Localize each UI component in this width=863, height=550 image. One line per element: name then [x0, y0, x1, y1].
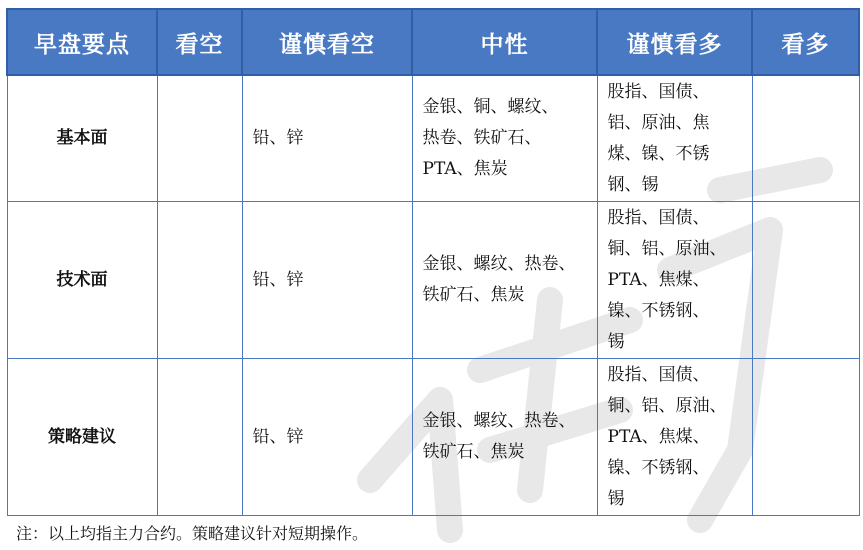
- bearish-cell: [157, 359, 242, 516]
- header-cell: 谨慎看空: [242, 9, 412, 75]
- table-row: [7, 359, 859, 516]
- header-cell: 看空: [157, 9, 242, 75]
- cautious-bearish-cell: 铅、锌: [242, 75, 412, 202]
- bullish-cell: [752, 359, 859, 516]
- cell-line: 股指、国债、: [607, 364, 710, 385]
- cell-line: 铜、铝、原油、: [607, 395, 727, 416]
- cell-line: 锡: [607, 488, 625, 509]
- cell-line: 煤、镍、不锈: [607, 143, 710, 164]
- cell-line: PTA、焦煤、: [607, 426, 710, 447]
- bearish-cell: [157, 75, 242, 202]
- cell-line: 镍、不锈钢、: [607, 457, 710, 478]
- cell-line: 金银、螺纹、热卷、: [422, 254, 576, 274]
- cell-line: 热卷、铁矿石、: [422, 128, 542, 148]
- cell-line: 镍、不锈钢、: [607, 300, 710, 321]
- cautious-bullish-cell: [597, 202, 752, 359]
- cell-line: 钢、锡: [607, 174, 659, 195]
- cell-line: 股指、国债、: [607, 81, 710, 102]
- cautious-bullish-cell: [597, 75, 752, 202]
- cautious-bearish-cell: 铅、锌: [242, 202, 412, 359]
- outlook-table: [6, 8, 860, 516]
- header-cell: 早盘要点: [7, 9, 157, 75]
- cell-line: 锡: [607, 331, 625, 352]
- bearish-cell: [157, 202, 242, 359]
- cell-line: 铝、原油、焦: [607, 112, 710, 133]
- cell-line: PTA、焦煤、: [607, 269, 710, 290]
- header-cell: 中性: [412, 9, 597, 75]
- neutral-cell: [412, 202, 597, 359]
- bullish-cell: [752, 75, 859, 202]
- cell-line: 铁矿石、焦炭: [422, 442, 525, 462]
- footnote: 注：以上均指主力合约。策略建议针对短期操作。: [16, 524, 369, 543]
- cell-line: 金银、铜、螺纹、: [422, 97, 559, 117]
- row-label: 基本面: [7, 75, 157, 202]
- cell-line: 铜、铝、原油、: [607, 238, 727, 259]
- table-row: [7, 202, 859, 359]
- cautious-bullish-cell: [597, 359, 752, 516]
- header-cell: 谨慎看多: [597, 9, 752, 75]
- header-row: [7, 9, 859, 75]
- table-row: [7, 75, 859, 202]
- cell-line: 股指、国债、: [607, 207, 710, 228]
- neutral-cell: [412, 359, 597, 516]
- row-label: 策略建议: [7, 359, 157, 516]
- cell-line: PTA、焦炭: [422, 159, 508, 179]
- cautious-bearish-cell: 铅、锌: [242, 359, 412, 516]
- row-label: 技术面: [7, 202, 157, 359]
- cell-line: 金银、螺纹、热卷、: [422, 411, 576, 431]
- neutral-cell: [412, 75, 597, 202]
- header-cell: 看多: [752, 9, 859, 75]
- cell-line: 铁矿石、焦炭: [422, 285, 525, 305]
- bullish-cell: [752, 202, 859, 359]
